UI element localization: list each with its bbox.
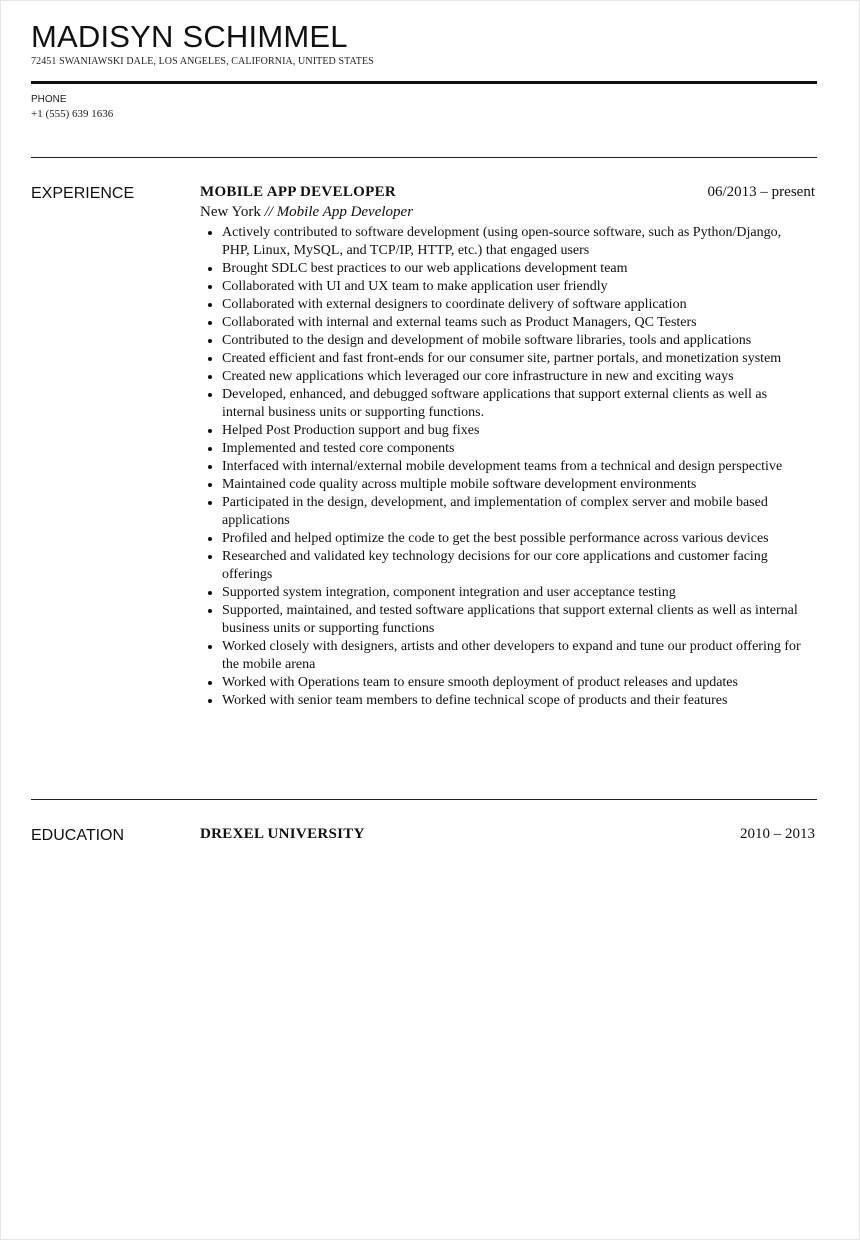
- education-section-label: EDUCATION: [31, 827, 125, 844]
- list-item: Collaborated with internal and external teams such as Product Managers, QC Testers: [222, 314, 810, 332]
- list-item: Interfaced with internal/external mobile development teams from a technical and design perspective: [222, 458, 810, 476]
- list-item: Profiled and helped optimize the code to get the best possible performance across various devices: [222, 530, 810, 548]
- list-item: Researched and validated key technology decisions for our core applications and customer facing offerings: [222, 548, 810, 584]
- list-item: Maintained code quality across multiple mobile software development environments: [222, 476, 810, 494]
- list-item: Worked closely with designers, artists and other developers to expand and tune our product offering for the mobile arena: [222, 638, 810, 674]
- job-dates: 06/2013 – present: [707, 184, 815, 200]
- list-item: Actively contributed to software development (using open-source software, such as Python/Django, PHP, Linux, MySQL, and TCP/IP, HTTP, etc.) that engaged users: [222, 224, 810, 260]
- candidate-name: MADISYN SCHIMMEL: [31, 19, 348, 54]
- list-item: Created new applications which leveraged our core infrastructure in new and exciting ways: [222, 368, 810, 386]
- list-item: Helped Post Production support and bug fixes: [222, 422, 810, 440]
- list-item: Developed, enhanced, and debugged software applications that support external clients as well as internal business units or supporting functions.: [222, 386, 810, 422]
- phone-number: +1 (555) 639 1636: [31, 108, 114, 120]
- list-item: Participated in the design, development, and implementation of complex server and mobile based applications: [222, 494, 810, 530]
- job-role: Mobile App Developer: [276, 204, 414, 220]
- list-item: Collaborated with UI and UX team to make application user friendly: [222, 278, 810, 296]
- phone-label: PHONE: [31, 94, 67, 105]
- list-item: Worked with Operations team to ensure smooth deployment of product releases and updates: [222, 674, 810, 692]
- experience-section-label: EXPERIENCE: [31, 185, 135, 202]
- list-item: Worked with senior team members to define technical scope of products and their features: [222, 692, 810, 710]
- list-item: Implemented and tested core components: [222, 440, 810, 458]
- header-divider: [31, 81, 817, 84]
- job-separator: //: [264, 204, 273, 220]
- education-dates: 2010 – 2013: [740, 826, 815, 842]
- job-subline: [200, 204, 413, 221]
- address: 72451 SWANIAWSKI DALE, LOS ANGELES, CALIFORNIA, UNITED STATES: [31, 56, 374, 67]
- section-divider: [31, 157, 817, 158]
- list-item: Contributed to the design and development of mobile software libraries, tools and applications: [222, 332, 810, 350]
- school-name: DREXEL UNIVERSITY: [200, 826, 365, 842]
- list-item: Supported, maintained, and tested software applications that support external clients as well as internal business units or supporting functions: [222, 602, 810, 638]
- list-item: Collaborated with external designers to coordinate delivery of software application: [222, 296, 810, 314]
- job-title: MOBILE APP DEVELOPER: [200, 184, 397, 200]
- job-location: New York: [200, 204, 261, 220]
- job-responsibilities: [200, 224, 810, 710]
- list-item: Created efficient and fast front-ends for our consumer site, partner portals, and monetization system: [222, 350, 810, 368]
- section-divider: [31, 799, 817, 800]
- list-item: Brought SDLC best practices to our web applications development team: [222, 260, 810, 278]
- list-item: Supported system integration, component integration and user acceptance testing: [222, 584, 810, 602]
